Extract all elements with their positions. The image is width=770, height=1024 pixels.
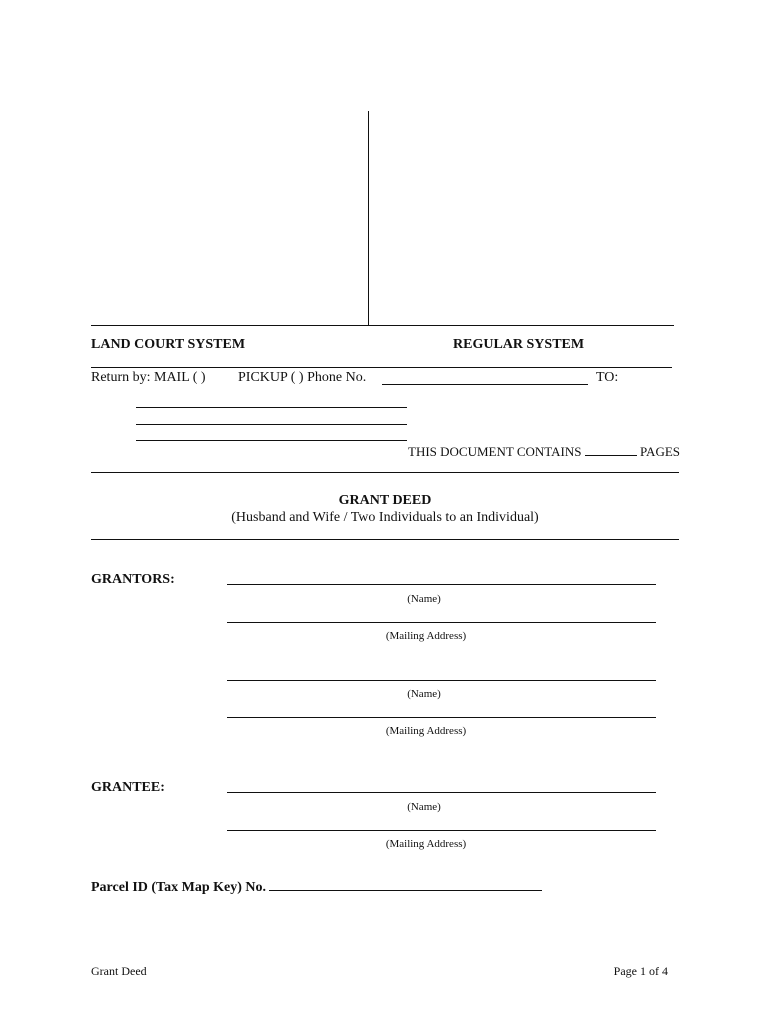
grantor-1-name-blank[interactable] xyxy=(227,584,656,585)
recording-area-bottom-rule xyxy=(91,325,674,326)
land-court-system-heading: LAND COURT SYSTEM xyxy=(91,337,246,352)
grantor-1-address-blank[interactable] xyxy=(227,622,656,623)
title-rule xyxy=(91,539,679,540)
grantee-name-caption: (Name) xyxy=(407,801,441,813)
grantor-1-name-caption: (Name) xyxy=(407,593,441,605)
footer-document-name: Grant Deed xyxy=(91,964,147,978)
grantor-1-address-caption: (Mailing Address) xyxy=(385,630,467,642)
document-contains-label xyxy=(408,444,680,460)
return-address-line-2[interactable] xyxy=(136,424,407,425)
grantor-2-name-caption: (Name) xyxy=(407,688,441,700)
return-address-line-3[interactable] xyxy=(136,440,407,441)
regular-system-heading: REGULAR SYSTEM xyxy=(453,337,585,352)
heading-rule xyxy=(91,367,672,368)
grantee-label: GRANTEE: xyxy=(91,780,165,795)
to-label: TO: xyxy=(596,370,619,385)
document-subtitle: (Husband and Wife / Two Individuals to an Individual) xyxy=(231,510,539,525)
grantor-2-address-blank[interactable] xyxy=(227,717,656,718)
phone-number-blank[interactable] xyxy=(382,384,588,385)
return-address-line-1[interactable] xyxy=(136,407,407,408)
grantee-address-caption: (Mailing Address) xyxy=(385,838,467,850)
grantee-name-blank[interactable] xyxy=(227,792,656,793)
page-count-blank[interactable] xyxy=(585,444,637,456)
grantor-2-name-blank[interactable] xyxy=(227,680,656,681)
return-by-mail-label: Return by: MAIL ( ) xyxy=(91,370,206,385)
recording-area-divider xyxy=(368,111,369,325)
parcel-id-label: Parcel ID (Tax Map Key) No. xyxy=(91,880,266,895)
grantors-label: GRANTORS: xyxy=(91,572,175,587)
parcel-id-row xyxy=(91,879,542,896)
document-contains-prefix: THIS DOCUMENT CONTAINS xyxy=(408,444,582,459)
document-title: GRANT DEED xyxy=(338,493,432,508)
parcel-id-blank[interactable] xyxy=(269,879,542,891)
footer-page-number: Page 1 of 4 xyxy=(613,964,668,978)
pickup-phone-label: PICKUP ( ) Phone No. xyxy=(238,370,367,385)
grantor-2-address-caption: (Mailing Address) xyxy=(385,725,467,737)
grantee-address-blank[interactable] xyxy=(227,830,656,831)
pages-rule xyxy=(91,472,679,473)
document-contains-suffix: PAGES xyxy=(640,444,680,459)
